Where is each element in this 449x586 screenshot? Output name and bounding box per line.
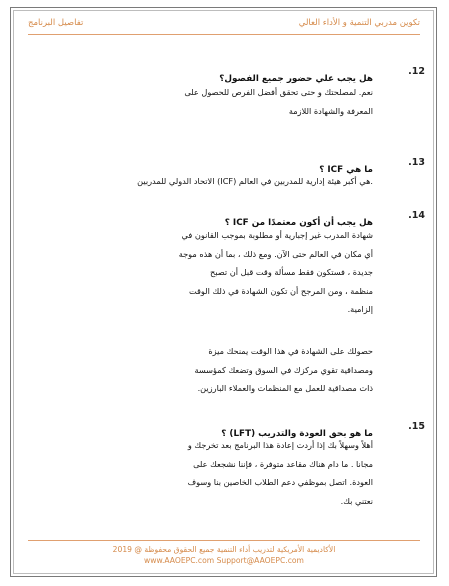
- question-number: .13: [408, 157, 425, 168]
- answer-14-part2: [194, 342, 373, 398]
- header-section: تفاصيل البرنامج: [28, 18, 84, 28]
- question-text: هل يجب علي حضور جميع الفصول؟: [219, 74, 373, 84]
- answer-14: [179, 226, 373, 319]
- answer-line: .هي أكبر هيئة إدارية للمدربين في العالم (ICF) الاتحاد الدولي للمدربين: [137, 176, 373, 186]
- answer-line: منظمة ، ومن المرجح أن تكون الشهادة في ذلك الوقت: [188, 285, 373, 296]
- footer-copyright: الأكاديمية الأمريكية لتدريب أداء التنمية جميع الحقوق محفوظة @ 2019: [112, 545, 336, 554]
- answer-line: مجانا . ما دام هناك مقاعد متوفرة ، فإننا نشجعك على: [193, 458, 373, 469]
- answer-line: حصولك على الشهادة في هذا الوقت يمنحك ميزة: [208, 346, 373, 356]
- question-number: .15: [408, 421, 425, 432]
- header-title: تكوين مدربي التنمية و الأداء العالي: [298, 18, 420, 28]
- question-number: .14: [408, 210, 425, 221]
- answer-line: ومصداقية تقوي مركزك في السوق وتضعك كمؤسسة: [194, 364, 373, 375]
- answer-line: شهادة المدرب غير إجبارية أو مطلوبة بموجب القانون في: [181, 230, 373, 240]
- answer-12: [184, 83, 373, 120]
- page-footer: [28, 540, 420, 571]
- answer-line: ذات مصداقية للعمل مع المنظمات والعملاء البارزين.: [197, 383, 373, 393]
- answer-line: نعتني بك.: [340, 495, 373, 506]
- answer-line: أهلاً وسهلاً بك إذا أردت إعادة هذا البرنامج بعد تخرجك و: [187, 440, 373, 450]
- answer-13: [137, 172, 373, 191]
- answer-15: [188, 436, 373, 510]
- answer-line: جديدة ، فستكون فقط مسألة وقت قبل أن تصبح: [210, 267, 373, 277]
- answer-line: المعرفة والشهادة اللازمة: [288, 105, 373, 116]
- question-number: .12: [408, 66, 425, 77]
- answer-line: إلزامية.: [347, 304, 373, 314]
- question-text: هل يجب أن أكون معتمدًا من ICF ؟: [224, 218, 373, 228]
- footer-contact: www.AAOEPC.com Support@AAOEPC.com: [144, 556, 304, 565]
- question-text: ما هي ICF ؟: [319, 165, 373, 175]
- page-header: [28, 14, 420, 35]
- answer-line: أي مكان في العالم حتى الآن. ومع ذلك ، بما أن هذه موجة: [178, 248, 373, 259]
- answer-line: العودة. اتصل بموظفي دعم الطلاب الخاصين بنا وسوف: [187, 477, 373, 487]
- answer-line: نعم. لمصلحتك و حتى تحقق أفضل الفرص للحصول على: [184, 87, 373, 97]
- question-text: ما هو بحق العودة والتدريب (LFT) ؟: [221, 429, 373, 439]
